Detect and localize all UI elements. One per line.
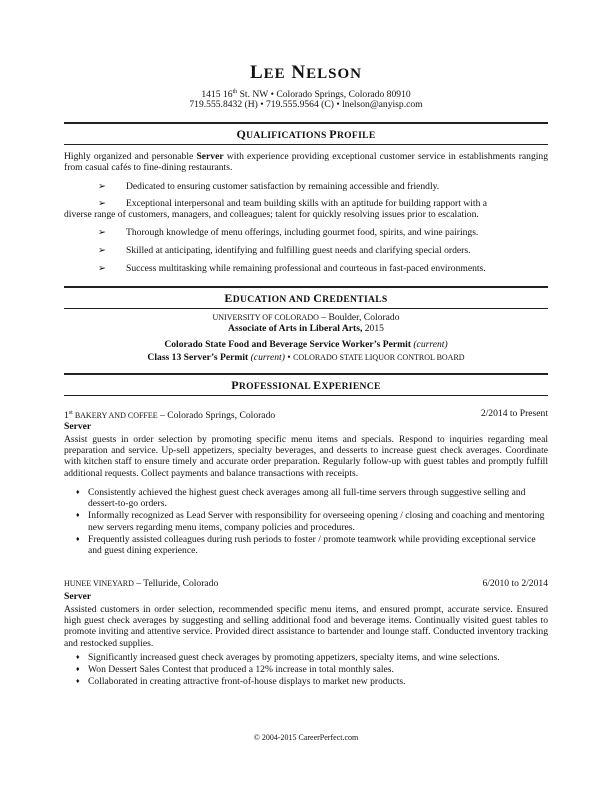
contact-phones-email: 719.555.8432 (H) • 719.555.9564 (C) • lnelson@anyisp.com [189, 99, 423, 110]
chevron-icon: ➢ [98, 263, 107, 274]
profile-summary: Highly organized and personable Server with experience providing exceptional customer service in establishments ranging from casual cafés to fine-dining restaurants. [64, 151, 548, 174]
section-title-experience: PROFESSIONAL EXPERIENCE [231, 378, 381, 392]
contact-address: 1415 16th St. NW • Colorado Springs, Colorado 80910 [201, 89, 411, 101]
credential-permit-1: Colorado State Food and Beverage Service Worker’s Permit (current) [164, 339, 448, 350]
job-description: Assist guests in order selection by promoting specific menu items and specials. Respond to inquiries regarding meal preparation and service. Up-sell appetizers, specialty beverages, and desserts to increase guest check averages. Coordinate with kitchen staff to ensure timely and accurate order preparation. Regularly follow-up with guest tables and promptly fulfill additional requests. Collect payments and balance transactions with receipts. [64, 434, 548, 479]
list-item: ♦ Frequently assisted colleagues during rush periods to foster / promote teamwork while providing exceptional service and guest dining experience. [76, 533, 536, 557]
diamond-icon: ♦ [76, 665, 80, 674]
divider [64, 122, 548, 124]
diamond-icon: ♦ [76, 511, 80, 520]
credential-permit-2: Class 13 Server’s Permit (current) • COLORADO STATE LIQUOR CONTROL BOARD [147, 352, 465, 363]
achievement-list [76, 652, 548, 689]
diamond-icon: ♦ [76, 488, 80, 496]
qualification-item-continued: diverse range of customers, managers, and colleagues; talent for quickly resolving issues prior to escalation. [64, 209, 479, 220]
job-role: Server [64, 591, 92, 602]
job-dates: 6/2010 to 2/2014 [482, 578, 548, 589]
education-degree: Associate of Arts in Liberal Arts, 2015 [228, 323, 384, 334]
list-item: ♦ Informally recognized as Lead Server with responsibility for overseeing opening / closing and coaching and mentoring new servers regarding menu items, company policies and procedures. [76, 510, 545, 533]
list-item: ♦ Won Dessert Sales Contest that produced a 12% increase in total monthly sales. [76, 664, 394, 676]
divider [64, 395, 548, 396]
diamond-icon: ♦ [76, 534, 80, 543]
copyright-footer: © 2004-2015 CareerPerfect.com [253, 733, 359, 742]
job-dates: 2/2014 to Present [480, 408, 548, 419]
chevron-icon: ➢ [98, 245, 107, 256]
divider [64, 373, 548, 375]
job-header: HUNEE VINEYARD – Telluride, Colorado 6/2010 to 2/2014 [64, 578, 548, 589]
job-description: Assisted customers in order selection, recommended specific menu items, and ensured prompt, accurate service. Ensured high guest check averages by suggesting and selling additional food and beverage items. Continually visited guest tables to promote inviting and attentive service. Provided direct assistance to bartender and lounge staff. Conducted inventory tracking and restocked supplies. [64, 604, 548, 649]
diamond-icon: ♦ [76, 677, 80, 686]
job-header: 1st BAKERY AND COFFEE – Colorado Springs, Colorado 2/2014 to Present [64, 408, 548, 422]
list-item: ♦ Collaborated in creating attractive front-of-house displays to market new products. [76, 676, 406, 688]
achievement-list [76, 487, 548, 557]
divider [64, 286, 548, 288]
resume-page: LEE NELSON 1415 16th St. NW • Colorado Springs, Colorado 80910 719.555.8432 (H) • 719.555.9564 (C) • lnelson@anyisp.com QUALIFICATIONS PROFILE Highly organized and personable Server with experience providing exceptional customer service in establishments ranging from casual cafés to fine-dining restaurants. ➢ Dedicated to ensuring customer satisfaction by remaining accessible and friendly. ➢ Exceptional interpersonal and team building skills with an aptitude for building rapport with a diverse range of customers, managers, and colleagues; talent for quickly resolving issues prior to escalation. ➢ Thorough knowledge of menu offerings, including gourmet food, spirits, and wine pairings. ➢ Skilled at anticipating, identifying and fulfilling guest needs and clarifying special orders. ➢ Success multitasking while remaining professional and courteous in fast-paced environments. EDUCATION AND CREDENTIALS UNIVERSITY OF COLORADO – Boulder, Colorado Associate of Arts in Liberal Arts, 2015 Colorado State Food and Beverage Service Worker’s Permit (current) Class 13 Server’s Permit (current) • COLORADO STATE LIQUOR CONTROL BOARD PROFESSIONAL EXPERIENCE 1st BAKERY AND COFFEE – Colorado Springs, Colorado 2/2014 to Present Server Assist guests in order selection by promoting specific menu items and specials. Respond to inquiries regarding meal preparation and service. Up-sell appetizers, specialty beverages, and desserts to increase guest check averages. Coordinate with kitchen staff to ensure timely and accurate order preparation. Regularly follow-up with guest tables and promptly fulfill additional requests. Collect payments and balance transactions with receipts. ♦ Consistently achieved the highest guest check averages among all full-time servers through suggestive selling and dessert-to-go orders. ♦ Informally recognized as Lead Server with responsibility for overseeing opening / closing and coaching and mentoring new servers regarding menu items, company policies and procedures. ♦ Frequently assisted colleagues during rush periods to foster / promote teamwork while providing exceptional service and guest dining experience. HUNEE VINEYARD – Telluride, Colorado 6/2010 to 2/2014 Server Assisted customers in order selection, recommended specific menu items, and ensured prompt, accurate service. Ensured high guest check averages by suggesting and selling additional food and beverage items. Continually visited guest tables to promote inviting and attentive service. Provided direct assistance to bartender and lounge staff. Conducted inventory tracking and restocked supplies. ♦ Significantly increased guest check averages by promoting appetizers, specialty items, and wine selections. ♦ Won Dessert Sales Contest that produced a 12% increase in total monthly sales. ♦ Collaborated in creating attractive front-of-house displays to market new products. © 2004-2015 CareerPerfect.com [0, 0, 612, 792]
section-title-education: EDUCATION AND CREDENTIALS [224, 291, 388, 305]
section-title-qualifications: QUALIFICATIONS PROFILE [236, 127, 376, 141]
chevron-icon: ➢ [98, 227, 107, 238]
chevron-icon: ➢ [98, 181, 107, 192]
candidate-name: LEE NELSON [249, 62, 363, 83]
education-school: UNIVERSITY OF COLORADO – Boulder, Colorado [212, 312, 400, 323]
divider [64, 144, 548, 145]
list-item: ♦ Consistently achieved the highest guest check averages among all full-time servers through suggestive selling and dessert-to-go orders. [76, 487, 526, 510]
job-role: Server [64, 421, 92, 432]
divider [64, 308, 548, 309]
chevron-icon: ➢ [98, 198, 107, 209]
diamond-icon: ♦ [76, 653, 80, 661]
list-item: ♦ Significantly increased guest check averages by promoting appetizers, specialty items, and wine selections. [76, 652, 500, 663]
